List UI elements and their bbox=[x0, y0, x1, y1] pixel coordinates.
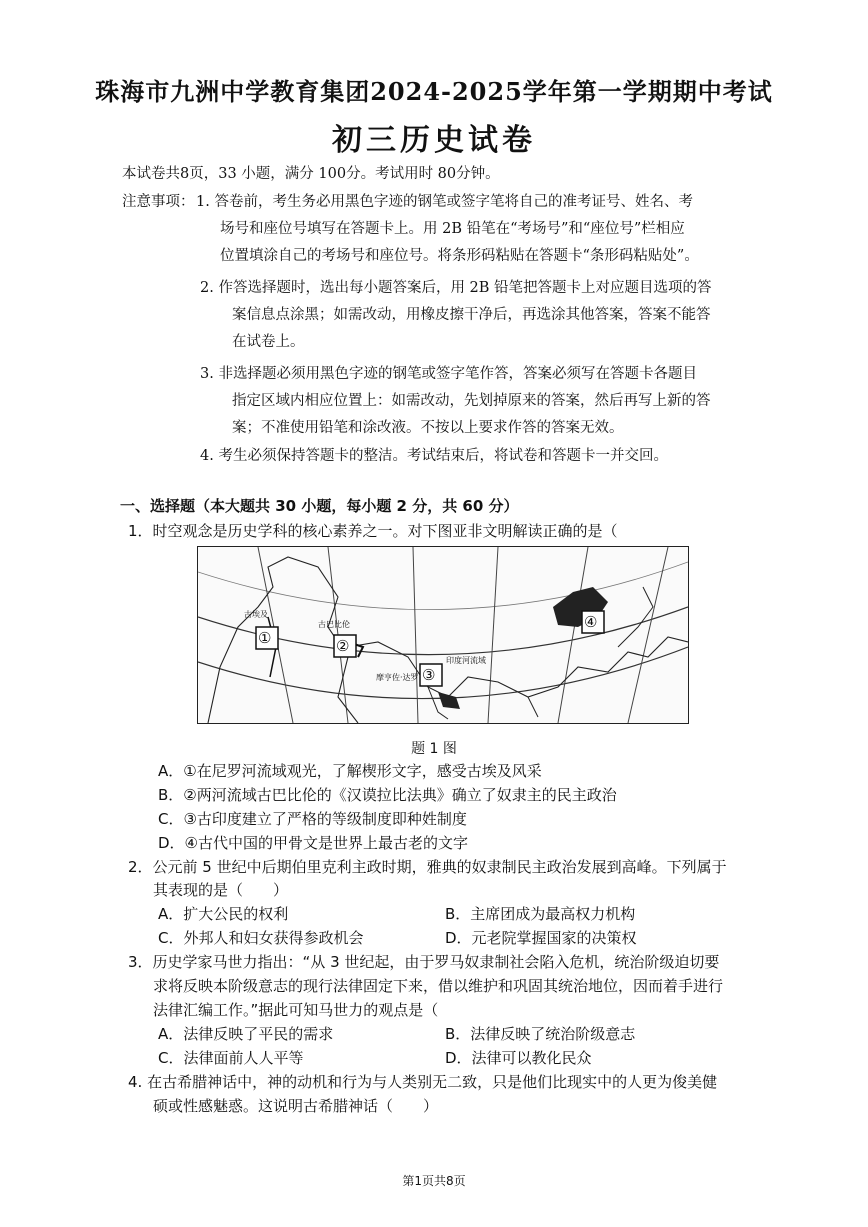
note-line: 指定区域内相应位置上：如需改动，先划掉原来的答案，然后再写上新的答 bbox=[232, 393, 711, 409]
note-line: 案信息点涂黑；如需改动，用橡皮擦干净后，再选涂其他答案，答案不能答 bbox=[232, 307, 711, 323]
note-line: 位置填涂自己的考场号和座位号。将条形码粘贴在答题卡“条形码粘贴处”。 bbox=[220, 248, 699, 264]
exam-subtitle: 初三历史试卷 bbox=[332, 123, 536, 158]
map-marker-3: ③ bbox=[422, 666, 436, 684]
map-marker-1: ① bbox=[258, 629, 272, 647]
option-b: B．②两河流域古巴比伦的《汉谟拉比法典》确立了奴隶主的民主政治 bbox=[158, 786, 617, 804]
option-a: A．①在尼罗河流域观光，了解楔形文字，感受古埃及风采 bbox=[158, 762, 542, 780]
map-label: 古埃及 bbox=[244, 610, 268, 619]
question-3-stem: 法律汇编工作。”据此可知马世力的观点是（ bbox=[153, 1001, 439, 1019]
option-c: C．外邦人和妇女获得参政机会 bbox=[158, 929, 364, 947]
option-b: B．主席团成为最高权力机构 bbox=[445, 905, 636, 923]
question-2-stem: 其表现的是（ ） bbox=[153, 881, 289, 899]
note-line: 2. 作答选择题时，选出每小题答案后，用 2B 铅笔把答题卡上对应题目选项的答 bbox=[200, 280, 712, 296]
question-4-stem: 硕或性感魅惑。这说明古希腊神话（ ） bbox=[153, 1097, 439, 1115]
map-marker-2: ② bbox=[336, 637, 350, 655]
note-line: 场号和座位号填写在答题卡上。用 2B 铅笔在“考场号”和“座位号”栏相应 bbox=[220, 221, 685, 237]
option-a: A．法律反映了平民的需求 bbox=[158, 1025, 334, 1043]
page-number: 第1页共8页 bbox=[402, 1174, 466, 1188]
option-d: D．④古代中国的甲骨文是世界上最古老的文字 bbox=[158, 834, 468, 852]
map-label: 印度河流域 bbox=[446, 656, 486, 665]
option-d: D．法律可以教化民众 bbox=[445, 1049, 592, 1067]
map-marker-4: ④ bbox=[584, 613, 598, 631]
ancient-civilizations-map bbox=[197, 546, 689, 724]
figure-caption: 题 1 图 bbox=[411, 741, 457, 757]
note-line: 1. 答卷前，考生务必用黑色字迹的钢笔或签字笔将自己的准考证号、姓名、考 bbox=[196, 194, 693, 210]
option-a: A．扩大公民的权利 bbox=[158, 905, 289, 923]
note-line: 案；不准使用铅笔和涂改液。不按以上要求作答的答案无效。 bbox=[232, 420, 624, 436]
note-line: 4. 考生必须保持答题卡的整洁。考试结束后，将试卷和答题卡一并交回。 bbox=[200, 448, 668, 464]
option-c: C．法律面前人人平等 bbox=[158, 1049, 304, 1067]
question-2-stem: 2．公元前 5 世纪中后期伯里克利主政时期，雅典的奴隶制民主政治发展到高峰。下列属于 bbox=[128, 858, 727, 876]
map-label: 古巴比伦 bbox=[318, 620, 350, 629]
note-line: 在试卷上。 bbox=[232, 334, 305, 350]
option-d: D．元老院掌握国家的决策权 bbox=[445, 929, 637, 947]
exam-title: 珠海市九洲中学教育集团2024-2025学年第一学期期中考试 bbox=[95, 77, 773, 106]
exam-intro: 本试卷共8页，33 小题，满分 100分。考试用时 80分钟。 bbox=[122, 166, 500, 182]
question-4-stem: 4. 在古希腊神话中，神的动机和行为与人类别无二致，只是他们比现实中的人更为俊美健 bbox=[128, 1073, 718, 1091]
option-c: C．③古印度建立了严格的等级制度即种姓制度 bbox=[158, 810, 467, 828]
section-heading: 一、选择题（本大题共 30 小题，每小题 2 分，共 60 分） bbox=[120, 497, 519, 515]
option-b: B．法律反映了统治阶级意志 bbox=[445, 1025, 636, 1043]
map-drawing bbox=[198, 547, 688, 723]
question-1-stem: 1．时空观念是历史学科的核心素养之一。对下图亚非文明解读正确的是（ bbox=[128, 522, 618, 540]
question-3-stem: 求将反映本阶级意志的现行法律固定下来，借以维护和巩固其统治地位，因而着手进行 bbox=[153, 977, 724, 995]
map-label: 摩亨佐·达罗 bbox=[376, 673, 419, 682]
note-line: 3. 非选择题必须用黑色字迹的钢笔或签字笔作答，答案必须写在答题卡各题目 bbox=[200, 366, 697, 382]
notes-label: 注意事项： bbox=[122, 194, 195, 210]
question-3-stem: 3．历史学家马世力指出：“从 3 世纪起，由于罗马奴隶制社会陷入危机，统治阶级迫切要 bbox=[128, 953, 720, 971]
